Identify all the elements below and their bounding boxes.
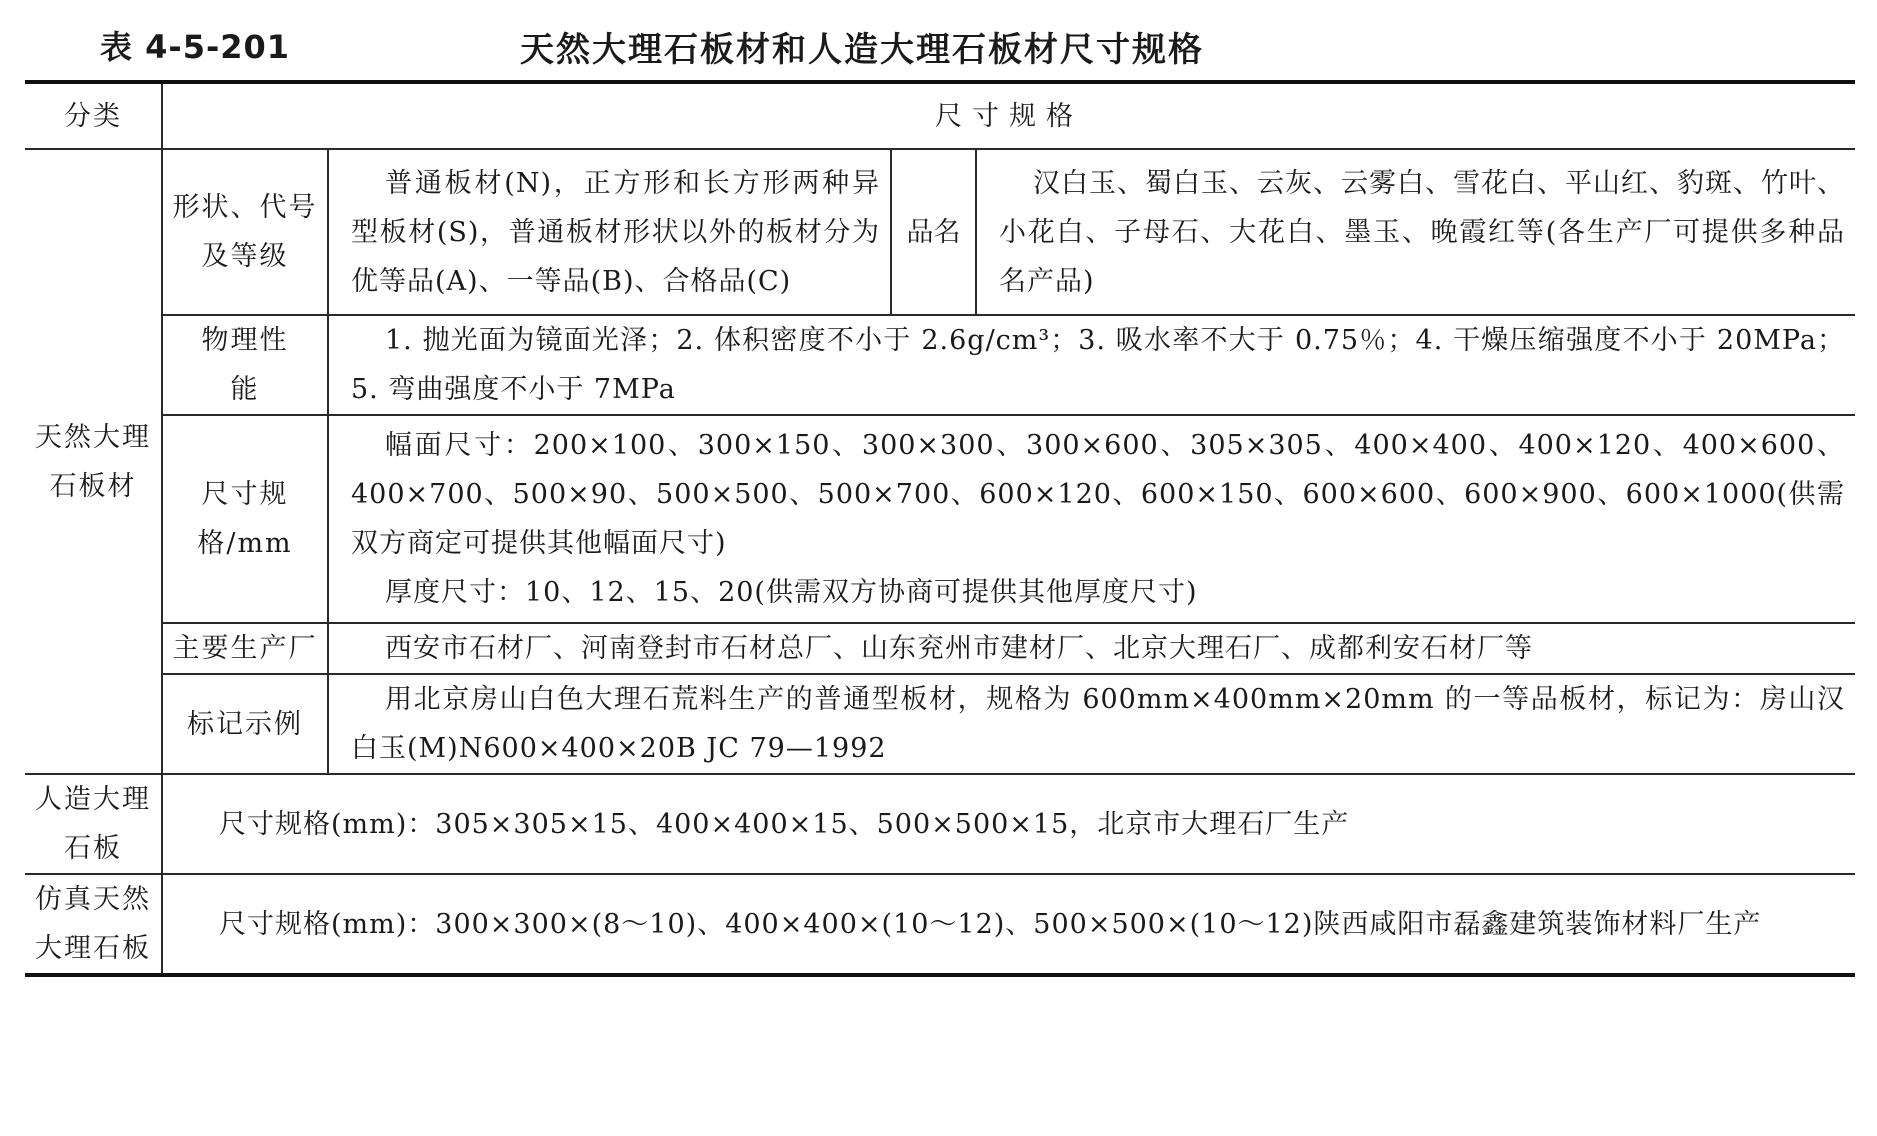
artificial-text: 尺寸规格(mm)：305×305×15、400×400×15、500×500×15，北京市大理石厂生产: [162, 774, 1855, 874]
example-label: 标记示例: [162, 674, 328, 774]
table-title: 天然大理石板材和人造大理石板材尺寸规格: [520, 30, 1204, 70]
table-caption: [0, 0, 1877, 80]
table-row: [25, 674, 1855, 774]
table-row: [25, 774, 1855, 874]
table-row: [25, 415, 1855, 623]
category-artificial: 人造大理石板: [25, 774, 162, 874]
category-natural: 天然大理石板材: [25, 149, 162, 774]
shape-text: 普通板材(N)，正方形和长方形两种异型板材(S)，普通板材形状以外的板材分为优等品(A)、一等品(B)、合格品(C): [328, 149, 891, 315]
product-name-label: 品名: [891, 149, 976, 315]
makers-text: 西安市石材厂、河南登封市石材总厂、山东兖州市建材厂、北京大理石厂、成都利安石材厂等: [328, 623, 1855, 674]
table-row: [25, 149, 1855, 315]
product-name-text: 汉白玉、蜀白玉、云灰、云雾白、雪花白、平山红、豹斑、竹叶、小花白、子母石、大花白、墨玉、晚霞红等(各生产厂可提供多种品名产品): [976, 149, 1855, 315]
table-row: [25, 315, 1855, 415]
imitation-text: 尺寸规格(mm)：300×300×(8～10)、400×400×(10～12)、500×500×(10～12)陕西咸阳市磊鑫建筑装饰材料厂生产: [162, 874, 1855, 975]
face-size: 幅面尺寸：200×100、300×150、300×300、300×600、305×305、400×400、400×120、400×600、400×700、500×90、500×500、500×700、600×120、600×150、600×600、600×900、600×1000(供需双方商定可提供其他幅面尺寸): [351, 430, 1845, 559]
spec-table: [25, 80, 1855, 977]
thickness-size: 厚度尺寸：10、12、15、20(供需双方协商可提供其他厚度尺寸): [385, 577, 1198, 608]
header-category: 分类: [25, 82, 162, 149]
makers-label: 主要生产厂: [162, 623, 328, 674]
physical-label: 物理性能: [162, 315, 328, 415]
physical-text: 1. 抛光面为镜面光泽；2. 体积密度不小于 2.6g/cm³；3. 吸水率不大于 0.75％；4. 干燥压缩强度不小于 20MPa；5. 弯曲强度不小于 7MPa: [328, 315, 1855, 415]
shape-label: 形状、代号及等级: [162, 149, 328, 315]
header-spec: 尺寸规格: [162, 82, 1855, 149]
table-number: 表 4-5-201: [100, 28, 291, 66]
table-row: [25, 623, 1855, 674]
example-text: 用北京房山白色大理石荒料生产的普通型板材，规格为 600mm×400mm×20mm 的一等品板材，标记为：房山汉白玉(M)N600×400×20B JC 79—1992: [328, 674, 1855, 774]
header-row: [25, 82, 1855, 149]
table-row: [25, 874, 1855, 975]
category-imitation: 仿真天然大理石板: [25, 874, 162, 975]
size-label: 尺寸规格/mm: [162, 415, 328, 623]
size-text: [328, 415, 1855, 623]
